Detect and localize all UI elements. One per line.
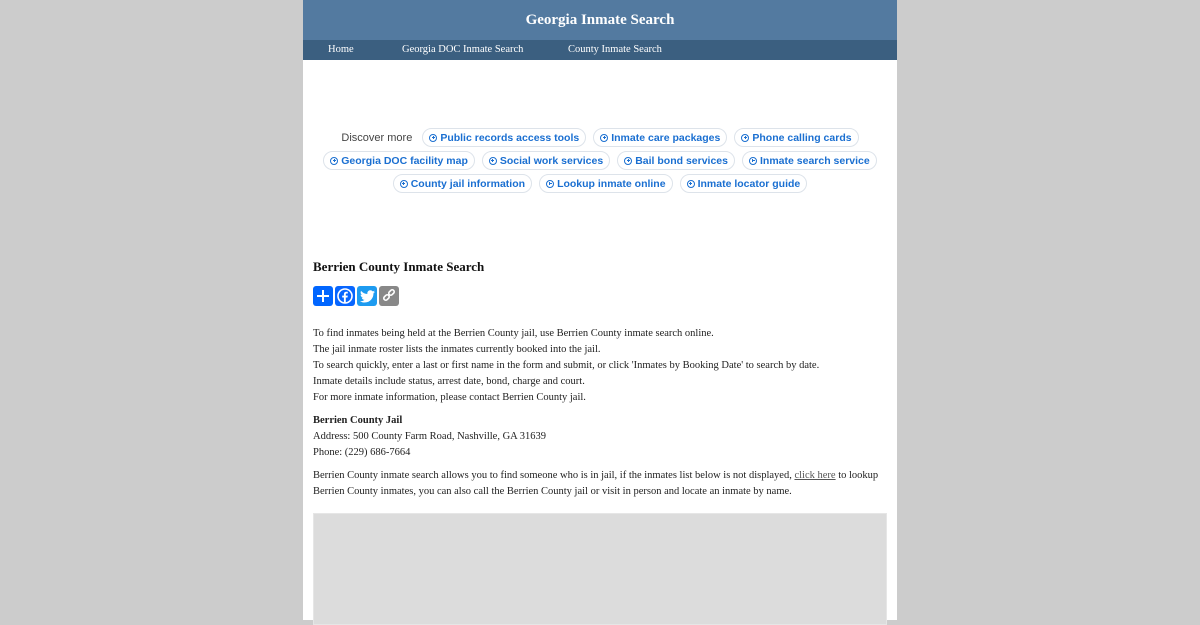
chip-label: Bail bond services: [635, 154, 728, 167]
chip-label: Inmate care packages: [611, 131, 721, 144]
nav-item-county-search[interactable]: County Inmate Search: [568, 44, 662, 55]
description-text: Berrien County inmate search allows you to find someone who is in jail, if the inmates list below is not displayed,: [313, 470, 795, 481]
discover-chip[interactable]: [539, 174, 673, 193]
nav-item-georgia-doc[interactable]: Georgia DOC Inmate Search: [402, 44, 524, 55]
share-facebook-button[interactable]: [335, 286, 355, 306]
intro-line: The jail inmate roster lists the inmates currently booked into the jail.: [313, 344, 601, 355]
discover-chip[interactable]: [617, 151, 735, 170]
chip-label: Phone calling cards: [752, 131, 852, 144]
discover-label: Discover more: [341, 131, 413, 144]
share-copy-link-button[interactable]: [379, 286, 399, 306]
main-nav: [303, 40, 897, 60]
site-header: [303, 0, 897, 40]
main-content: [313, 258, 887, 500]
search-description: [313, 468, 887, 500]
chip-label: County jail information: [410, 177, 526, 190]
discover-chip[interactable]: [482, 151, 610, 170]
intro-line: To search quickly, enter a last or first name in the form and submit, or click 'Inmates by Booking Date' to search by date.: [313, 360, 820, 371]
jail-info: [313, 413, 887, 461]
page-title: Berrien County Inmate Search: [313, 259, 485, 274]
chip-label: Lookup inmate online: [557, 177, 666, 190]
chip-label: Inmate search service: [760, 154, 870, 167]
facebook-icon: [337, 288, 353, 304]
jail-address: Address: 500 County Farm Road, Nashville, GA 31639: [313, 431, 547, 442]
plus-circle-icon: [741, 134, 749, 142]
intro-line: To find inmates being held at the Berrien County jail, use Berrien County inmate search online.: [313, 328, 714, 339]
description-text: to lookup Berrien County inmates, you can also call the Berrien County jail or visit in person and locate an inmate by name.: [313, 470, 879, 497]
discover-chip[interactable]: [680, 174, 808, 193]
intro-text: [313, 326, 887, 406]
plus-circle-icon: [330, 157, 338, 165]
plus-circle-icon: [600, 134, 608, 142]
plus-circle-icon: [429, 134, 437, 142]
chip-label: Social work services: [499, 154, 604, 167]
share-add-button[interactable]: [313, 286, 333, 306]
plus-circle-icon: [624, 157, 632, 165]
intro-line: For more inmate information, please contact Berrien County jail.: [313, 392, 586, 403]
discover-chip[interactable]: [393, 174, 532, 193]
chip-label: Georgia DOC facility map: [341, 154, 468, 167]
discover-chip[interactable]: [742, 151, 877, 170]
intro-line: Inmate details include status, arrest date, bond, charge and court.: [313, 376, 585, 387]
share-buttons: [313, 286, 887, 306]
plus-circle-icon: [687, 180, 695, 188]
discover-chip[interactable]: [422, 128, 586, 147]
share-twitter-button[interactable]: [357, 286, 377, 306]
plus-icon: [316, 289, 330, 303]
plus-circle-icon: [400, 180, 408, 188]
plus-circle-icon: [546, 180, 554, 188]
page-container: [303, 0, 897, 620]
discover-chip[interactable]: [323, 151, 475, 170]
discover-chip[interactable]: [734, 128, 858, 147]
inmate-search-frame[interactable]: [313, 513, 887, 625]
plus-circle-icon: [489, 157, 497, 165]
jail-name: Berrien County Jail: [313, 415, 403, 426]
discover-chip[interactable]: [593, 128, 727, 147]
twitter-icon: [360, 290, 375, 303]
nav-item-home[interactable]: Home: [328, 44, 354, 55]
jail-phone: Phone: (229) 686-7664: [313, 447, 411, 458]
chip-label: Public records access tools: [440, 131, 580, 144]
site-title: Georgia Inmate Search: [525, 11, 675, 28]
plus-circle-icon: [749, 157, 757, 165]
link-icon: [382, 289, 396, 303]
click-here-link[interactable]: click here: [794, 470, 836, 481]
chip-label: Inmate locator guide: [697, 177, 801, 190]
discover-more: [303, 128, 897, 197]
